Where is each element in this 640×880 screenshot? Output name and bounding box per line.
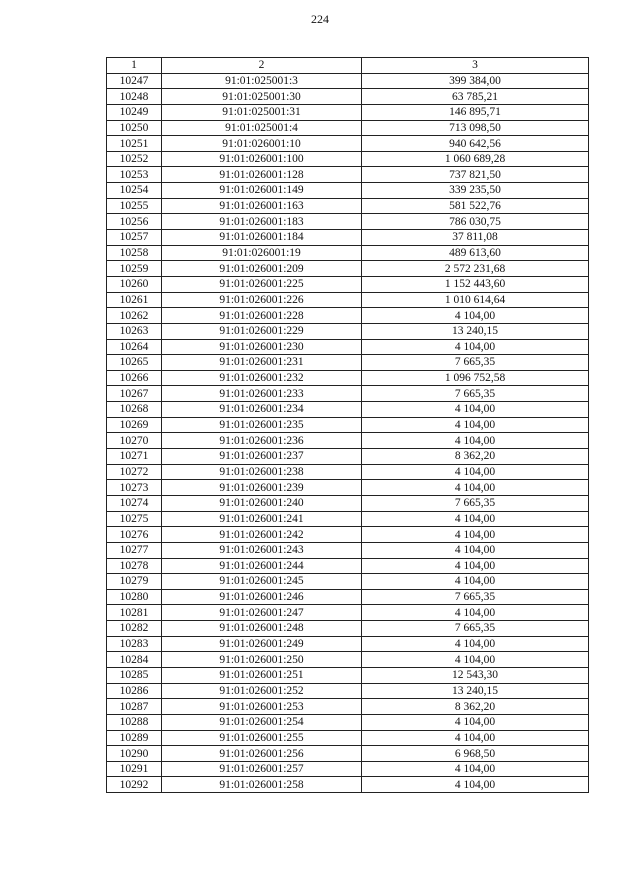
value-cell: 4 104,00 (362, 339, 589, 355)
cadastral-number-cell: 91:01:026001:243 (162, 542, 362, 558)
table-header-row (107, 58, 589, 74)
cadastral-number-cell: 91:01:026001:184 (162, 230, 362, 246)
table-row (107, 730, 589, 746)
value-cell: 399 384,00 (362, 73, 589, 89)
table-row (107, 245, 589, 261)
row-number-cell: 10250 (107, 120, 162, 136)
row-number-cell: 10253 (107, 167, 162, 183)
value-cell: 4 104,00 (362, 652, 589, 668)
table-row (107, 151, 589, 167)
value-cell: 4 104,00 (362, 730, 589, 746)
cadastral-number-cell: 91:01:026001:241 (162, 511, 362, 527)
value-cell: 713 098,50 (362, 120, 589, 136)
value-cell: 737 821,50 (362, 167, 589, 183)
row-number-cell: 10292 (107, 777, 162, 793)
cadastral-number-cell: 91:01:026001:149 (162, 183, 362, 199)
cadastral-number-cell: 91:01:026001:246 (162, 589, 362, 605)
cadastral-number-cell: 91:01:025001:31 (162, 104, 362, 120)
value-cell: 4 104,00 (362, 417, 589, 433)
row-number-cell: 10285 (107, 667, 162, 683)
cadastral-number-cell: 91:01:026001:242 (162, 527, 362, 543)
table-row (107, 574, 589, 590)
cadastral-number-cell: 91:01:026001:100 (162, 151, 362, 167)
row-number-cell: 10288 (107, 714, 162, 730)
row-number-cell: 10261 (107, 292, 162, 308)
cadastral-number-cell: 91:01:026001:231 (162, 355, 362, 371)
row-number-cell: 10248 (107, 89, 162, 105)
row-number-cell: 10265 (107, 355, 162, 371)
cadastral-number-cell: 91:01:026001:245 (162, 574, 362, 590)
cadastral-number-cell: 91:01:025001:30 (162, 89, 362, 105)
cadastral-number-cell: 91:01:026001:252 (162, 683, 362, 699)
row-number-cell: 10260 (107, 276, 162, 292)
value-cell: 7 665,35 (362, 495, 589, 511)
row-number-cell: 10282 (107, 621, 162, 637)
cadastral-number-cell: 91:01:026001:19 (162, 245, 362, 261)
value-cell: 13 240,15 (362, 323, 589, 339)
row-number-cell: 10264 (107, 339, 162, 355)
row-number-cell: 10271 (107, 449, 162, 465)
table-row (107, 167, 589, 183)
cadastral-number-cell: 91:01:026001:253 (162, 699, 362, 715)
value-cell: 4 104,00 (362, 636, 589, 652)
value-cell: 37 811,08 (362, 230, 589, 246)
value-cell: 2 572 231,68 (362, 261, 589, 277)
table-row (107, 449, 589, 465)
table-row (107, 136, 589, 152)
table-row (107, 636, 589, 652)
row-number-cell: 10269 (107, 417, 162, 433)
row-number-cell: 10249 (107, 104, 162, 120)
cadastral-number-cell: 91:01:026001:163 (162, 198, 362, 214)
cadastral-number-cell: 91:01:026001:10 (162, 136, 362, 152)
row-number-cell: 10272 (107, 464, 162, 480)
row-number-cell: 10273 (107, 480, 162, 496)
row-number-cell: 10254 (107, 183, 162, 199)
cadastral-number-cell: 91:01:026001:239 (162, 480, 362, 496)
row-number-cell: 10262 (107, 308, 162, 324)
cadastral-number-cell: 91:01:026001:225 (162, 276, 362, 292)
row-number-cell: 10289 (107, 730, 162, 746)
value-cell: 146 895,71 (362, 104, 589, 120)
cadastral-table (106, 57, 589, 793)
row-number-cell: 10258 (107, 245, 162, 261)
row-number-cell: 10287 (107, 699, 162, 715)
value-cell: 4 104,00 (362, 714, 589, 730)
cadastral-number-cell: 91:01:026001:128 (162, 167, 362, 183)
table-row (107, 386, 589, 402)
cadastral-number-cell: 91:01:025001:4 (162, 120, 362, 136)
table-row (107, 464, 589, 480)
table-row (107, 89, 589, 105)
row-number-cell: 10277 (107, 542, 162, 558)
row-number-cell: 10276 (107, 527, 162, 543)
cadastral-number-cell: 91:01:026001:235 (162, 417, 362, 433)
value-cell: 4 104,00 (362, 464, 589, 480)
table-row (107, 292, 589, 308)
value-cell: 4 104,00 (362, 527, 589, 543)
cadastral-number-cell: 91:01:026001:209 (162, 261, 362, 277)
cadastral-number-cell: 91:01:026001:236 (162, 433, 362, 449)
cadastral-number-cell: 91:01:026001:258 (162, 777, 362, 793)
value-cell: 63 785,21 (362, 89, 589, 105)
table-row (107, 777, 589, 793)
cadastral-number-cell: 91:01:026001:183 (162, 214, 362, 230)
table-row (107, 214, 589, 230)
column-header-3: 3 (362, 58, 589, 74)
table-row (107, 339, 589, 355)
row-number-cell: 10281 (107, 605, 162, 621)
table-row (107, 714, 589, 730)
value-cell: 581 522,76 (362, 198, 589, 214)
row-number-cell: 10247 (107, 73, 162, 89)
cadastral-number-cell: 91:01:026001:257 (162, 761, 362, 777)
value-cell: 7 665,35 (362, 386, 589, 402)
value-cell: 489 613,60 (362, 245, 589, 261)
table-row (107, 308, 589, 324)
value-cell: 4 104,00 (362, 480, 589, 496)
value-cell: 4 104,00 (362, 433, 589, 449)
row-number-cell: 10257 (107, 230, 162, 246)
column-header-1: 1 (107, 58, 162, 74)
cadastral-number-cell: 91:01:026001:247 (162, 605, 362, 621)
value-cell: 1 152 443,60 (362, 276, 589, 292)
table-row (107, 542, 589, 558)
table-row (107, 73, 589, 89)
value-cell: 7 665,35 (362, 355, 589, 371)
cadastral-number-cell: 91:01:026001:256 (162, 746, 362, 762)
cadastral-number-cell: 91:01:026001:234 (162, 402, 362, 418)
value-cell: 13 240,15 (362, 683, 589, 699)
table-row (107, 276, 589, 292)
value-cell: 7 665,35 (362, 621, 589, 637)
value-cell: 4 104,00 (362, 777, 589, 793)
row-number-cell: 10252 (107, 151, 162, 167)
value-cell: 6 968,50 (362, 746, 589, 762)
row-number-cell: 10290 (107, 746, 162, 762)
table-row (107, 355, 589, 371)
cadastral-number-cell: 91:01:026001:249 (162, 636, 362, 652)
row-number-cell: 10259 (107, 261, 162, 277)
cadastral-number-cell: 91:01:026001:230 (162, 339, 362, 355)
cadastral-number-cell: 91:01:026001:251 (162, 667, 362, 683)
row-number-cell: 10251 (107, 136, 162, 152)
cadastral-number-cell: 91:01:026001:237 (162, 449, 362, 465)
cadastral-number-cell: 91:01:026001:226 (162, 292, 362, 308)
table-row (107, 558, 589, 574)
value-cell: 12 543,30 (362, 667, 589, 683)
table-container (106, 57, 588, 793)
row-number-cell: 10255 (107, 198, 162, 214)
value-cell: 4 104,00 (362, 558, 589, 574)
table-row (107, 667, 589, 683)
row-number-cell: 10278 (107, 558, 162, 574)
table-row (107, 652, 589, 668)
table-row (107, 433, 589, 449)
value-cell: 1 096 752,58 (362, 370, 589, 386)
row-number-cell: 10279 (107, 574, 162, 590)
cadastral-number-cell: 91:01:026001:229 (162, 323, 362, 339)
table-row (107, 198, 589, 214)
row-number-cell: 10283 (107, 636, 162, 652)
value-cell: 786 030,75 (362, 214, 589, 230)
table-row (107, 261, 589, 277)
value-cell: 8 362,20 (362, 449, 589, 465)
row-number-cell: 10291 (107, 761, 162, 777)
table-row (107, 621, 589, 637)
table-row (107, 323, 589, 339)
cadastral-number-cell: 91:01:025001:3 (162, 73, 362, 89)
table-row (107, 761, 589, 777)
table-row (107, 370, 589, 386)
cadastral-number-cell: 91:01:026001:238 (162, 464, 362, 480)
value-cell: 4 104,00 (362, 542, 589, 558)
row-number-cell: 10280 (107, 589, 162, 605)
cadastral-number-cell: 91:01:026001:250 (162, 652, 362, 668)
row-number-cell: 10263 (107, 323, 162, 339)
value-cell: 339 235,50 (362, 183, 589, 199)
row-number-cell: 10268 (107, 402, 162, 418)
value-cell: 4 104,00 (362, 574, 589, 590)
table-row (107, 417, 589, 433)
table-row (107, 683, 589, 699)
cadastral-number-cell: 91:01:026001:228 (162, 308, 362, 324)
value-cell: 4 104,00 (362, 308, 589, 324)
value-cell: 7 665,35 (362, 589, 589, 605)
value-cell: 4 104,00 (362, 402, 589, 418)
row-number-cell: 10275 (107, 511, 162, 527)
value-cell: 4 104,00 (362, 511, 589, 527)
row-number-cell: 10270 (107, 433, 162, 449)
row-number-cell: 10266 (107, 370, 162, 386)
column-header-2: 2 (162, 58, 362, 74)
value-cell: 940 642,56 (362, 136, 589, 152)
cadastral-number-cell: 91:01:026001:233 (162, 386, 362, 402)
value-cell: 1 060 689,28 (362, 151, 589, 167)
cadastral-number-cell: 91:01:026001:240 (162, 495, 362, 511)
row-number-cell: 10267 (107, 386, 162, 402)
table-row (107, 480, 589, 496)
table-row (107, 104, 589, 120)
table-row (107, 589, 589, 605)
row-number-cell: 10284 (107, 652, 162, 668)
table-row (107, 605, 589, 621)
row-number-cell: 10256 (107, 214, 162, 230)
page-number: 224 (311, 12, 329, 26)
cadastral-number-cell: 91:01:026001:248 (162, 621, 362, 637)
table-row (107, 230, 589, 246)
cadastral-number-cell: 91:01:026001:255 (162, 730, 362, 746)
table-row (107, 699, 589, 715)
table-row (107, 402, 589, 418)
row-number-cell: 10274 (107, 495, 162, 511)
cadastral-number-cell: 91:01:026001:232 (162, 370, 362, 386)
table-row (107, 495, 589, 511)
table-row (107, 511, 589, 527)
row-number-cell: 10286 (107, 683, 162, 699)
value-cell: 8 362,20 (362, 699, 589, 715)
value-cell: 1 010 614,64 (362, 292, 589, 308)
value-cell: 4 104,00 (362, 761, 589, 777)
table-row (107, 183, 589, 199)
table-row (107, 120, 589, 136)
table-row (107, 746, 589, 762)
value-cell: 4 104,00 (362, 605, 589, 621)
table-body (107, 73, 589, 792)
cadastral-number-cell: 91:01:026001:254 (162, 714, 362, 730)
cadastral-number-cell: 91:01:026001:244 (162, 558, 362, 574)
table-row (107, 527, 589, 543)
